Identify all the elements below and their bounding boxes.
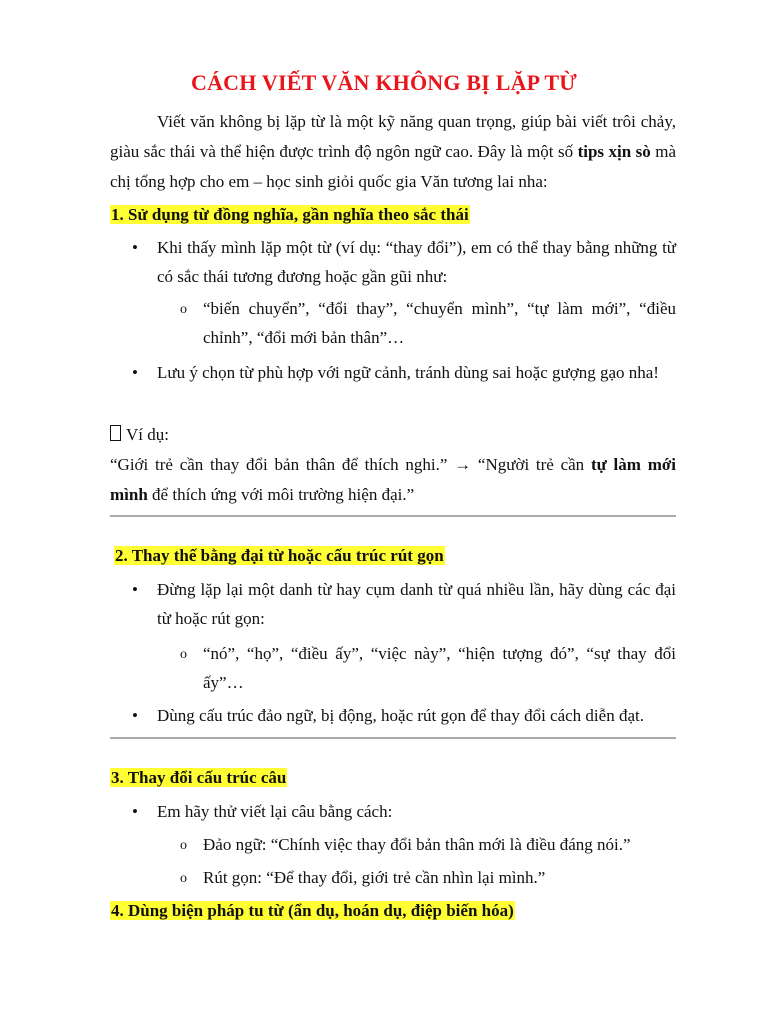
section-1-bullet-2: Lưu ý chọn từ phù hợp với ngữ cảnh, tránh dùng sai hoặc gượng gạo nha! (157, 363, 659, 382)
example-bold-text: tự làm mới mình (110, 455, 676, 504)
intro-paragraph (110, 107, 676, 197)
sub-bullet-icon: o (180, 647, 187, 662)
bullet-icon: • (132, 802, 138, 821)
bullet-icon: • (132, 363, 138, 382)
intro-bold-text: tips xịn sò (577, 142, 651, 161)
sub-bullet-icon: o (180, 302, 187, 317)
sub-bullet-icon: o (180, 838, 187, 853)
section-divider (110, 737, 676, 739)
section-1-sub-1: “biến chuyển”, “đổi thay”, “chuyển mình”, “tự làm mới”, “điều chỉnh”, “đổi mới bản thân”… (203, 299, 676, 347)
section-4-heading: 4. Dùng biện pháp tu từ (ẩn dụ, hoán dụ, điệp biến hóa) (111, 901, 514, 920)
section-3-sub-1: Đảo ngữ: “Chính việc thay đổi bản thân mới là điều đáng nói.” (203, 835, 631, 854)
document-title: CÁCH VIẾT VĂN KHÔNG BỊ LẶP TỪ (191, 70, 577, 95)
sub-bullet-icon: o (180, 871, 187, 886)
bullet-icon: • (132, 706, 138, 725)
section-2-sub-1: “nó”, “họ”, “điều ấy”, “việc này”, “hiện tượng đó”, “sự thay đổi ấy”… (203, 644, 676, 692)
section-2-bullet-1: Đừng lặp lại một danh từ hay cụm danh từ quá nhiều lần, hãy dùng các đại từ hoặc rút gọn: (157, 580, 676, 628)
example-label-line (110, 420, 676, 450)
section-1-heading: 1. Sử dụng từ đồng nghĩa, gần nghĩa theo sắc thái (111, 205, 469, 224)
example-text-end: để thích ứng với môi trường hiện đại.” (147, 485, 415, 504)
section-3-sub-2: Rút gọn: “Để thay đổi, giới trẻ cần nhìn lại mình.” (203, 868, 546, 887)
intro-text: Viết văn không bị lặp từ là một kỹ năng quan trọng, giúp bài viết trôi chảy, giàu sắc thái và thể hiện được trình độ ngôn ngữ cao. Đây là một số (110, 112, 676, 161)
section-divider (110, 515, 676, 517)
section-3-bullet-1: Em hãy thử viết lại câu bằng cách: (157, 802, 393, 821)
bullet-icon: • (132, 580, 138, 599)
section-2-bullet-2: Dùng cấu trúc đảo ngữ, bị động, hoặc rút gọn để thay đổi cách diễn đạt. (157, 706, 644, 725)
example-label: Ví dụ: (126, 425, 169, 444)
section-1-bullet-1: Khi thấy mình lặp một từ (ví dụ: “thay đổi”), em có thể thay bằng những từ có sắc thái tương đương hoặc gần gũi như: (157, 238, 676, 286)
bullet-icon: • (132, 238, 138, 257)
section-3-heading: 3. Thay đổi cấu trúc câu (111, 768, 287, 787)
intro-text-end: mà chị tổng hợp cho em – học sinh giỏi quốc gia Văn tương lai nha: (110, 142, 676, 191)
example-text: “Giới trẻ cần thay đổi bản thân để thích nghi.” → “Người trẻ cần (110, 455, 591, 474)
placeholder-box-icon (110, 425, 121, 441)
example-paragraph (110, 450, 676, 510)
section-2-heading: 2. Thay thế bằng đại từ hoặc cấu trúc rút gọn (115, 546, 444, 565)
